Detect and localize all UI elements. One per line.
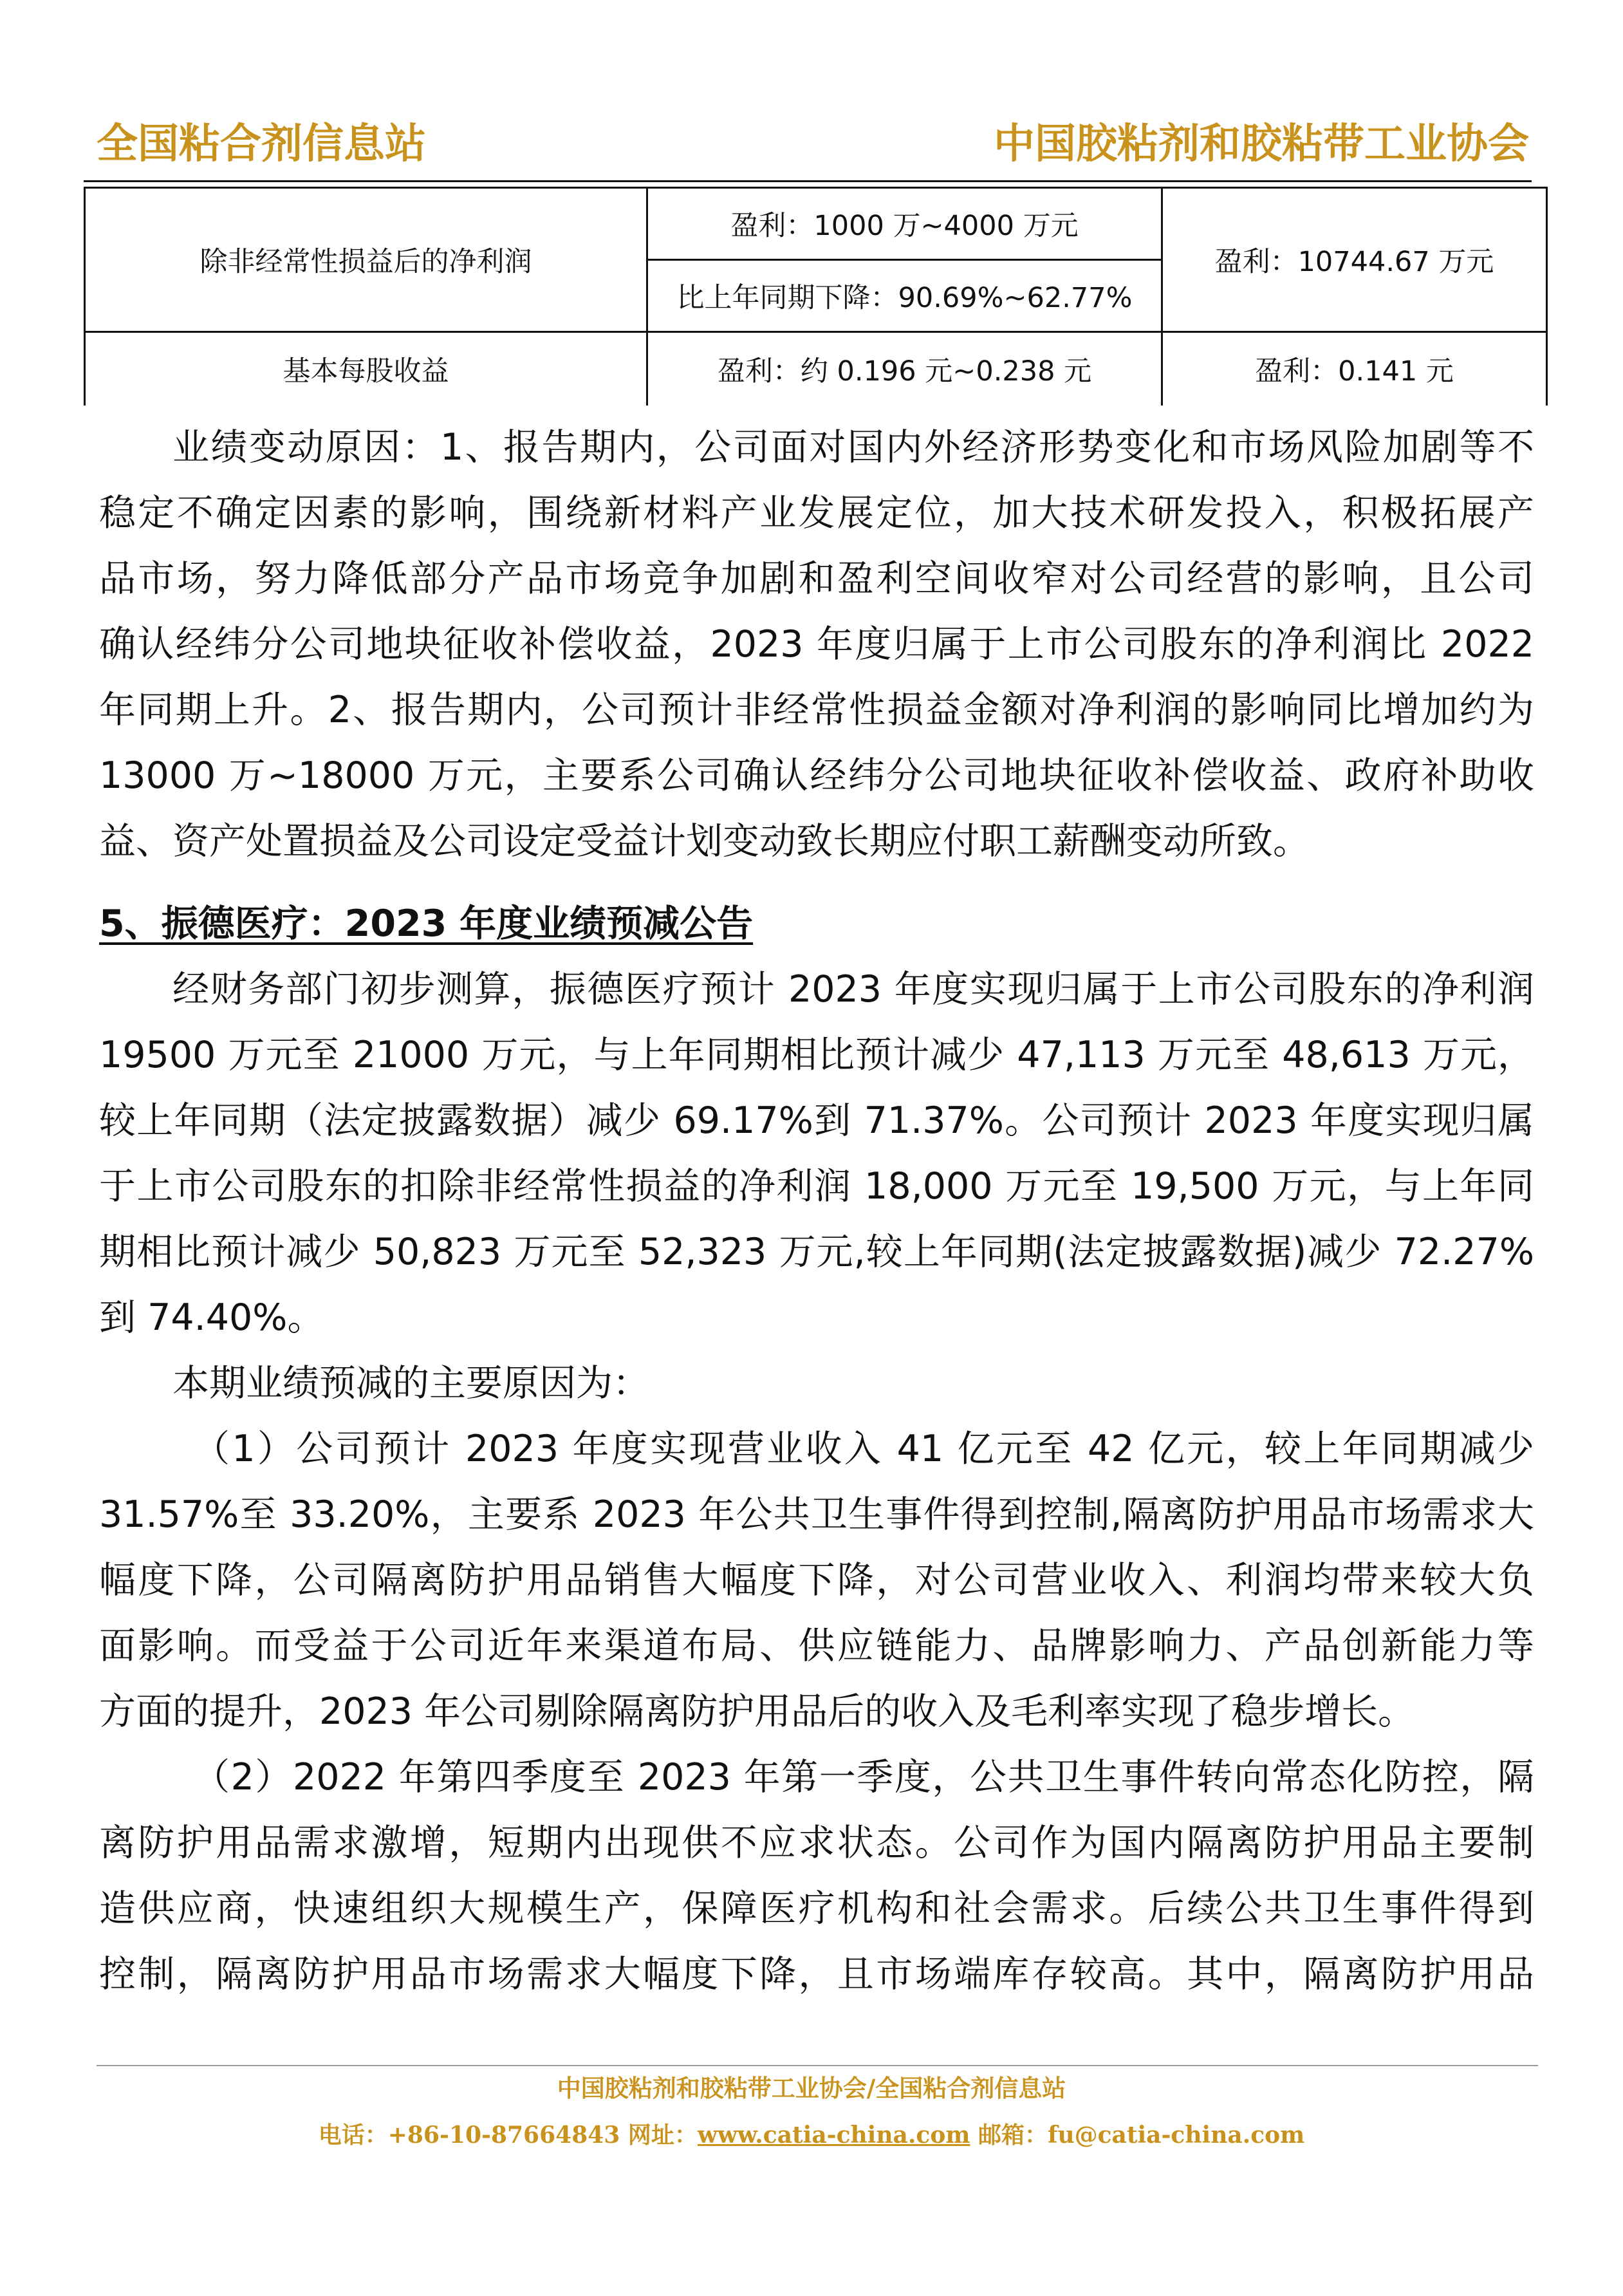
table-row [85, 331, 1547, 406]
text-line: 于上市公司股东的扣除非经常性损益的净利润 18,000 万元至 19,500 万元，与上年同 [99, 1165, 1534, 1208]
table-cell-forecast-change: 比上年同期下降：90.69%~62.77% [647, 259, 1162, 331]
text-line: 31.57%至 33.20%，主要系 2023 年公共卫生事件得到控制,隔离防护用品市场需求大 [99, 1493, 1534, 1536]
text-line: （1）公司预计 2023 年度实现营业收入 41 亿元至 42 亿元，较上年同期减少 [193, 1428, 1534, 1470]
footer-website-link[interactable]: www.catia-china.com [697, 2122, 970, 2149]
footer-org: 中国胶粘剂和胶粘带工业协会/全国粘合剂信息站 [557, 2074, 1066, 2102]
table-cell-forecast: 盈利：约 0.196 元~0.238 元 [647, 331, 1162, 406]
text-line: 益、资产处置损益及公司设定受益计划变动致长期应付职工薪酬变动所致。 [99, 820, 1310, 863]
header-right-title: 中国胶粘剂和胶粘带工业协会 [994, 120, 1529, 168]
text-line: 稳定不确定因素的影响，围绕新材料产业发展定位，加大技术研发投入，积极拓展产 [99, 492, 1534, 534]
text-line: 面影响。而受益于公司近年来渠道布局、供应链能力、品牌影响力、产品创新能力等 [99, 1625, 1534, 1667]
text-line: 幅度下降，公司隔离防护用品销售大幅度下降，对公司营业收入、利润均带来较大负 [99, 1559, 1534, 1601]
footer-email: 邮箱：fu@catia-china.com [970, 2122, 1305, 2149]
header-divider [84, 180, 1532, 182]
text-line: 业绩变动原因：1、报告期内，公司面对国内外经济形势变化和市场风险加剧等不 [172, 426, 1534, 469]
table-cell-label: 基本每股收益 [85, 331, 647, 406]
text-line: 本期业绩预减的主要原因为： [172, 1362, 649, 1405]
table-cell-forecast-profit: 盈利：1000 万~4000 万元 [647, 188, 1162, 260]
text-line: 确认经纬分公司地块征收补偿收益，2023 年度归属于上市公司股东的净利润比 2022 [99, 623, 1534, 666]
performance-table [84, 187, 1548, 406]
text-line: 期相比预计减少 50,823 万元至 52,323 万元,较上年同期(法定披露数据)减少 72.27% [99, 1231, 1534, 1273]
text-line: 19500 万元至 21000 万元，与上年同期相比预计减少 47,113 万元至 48,613 万元， [99, 1034, 1534, 1076]
section-title: 5、振德医疗：2023 年度业绩预减公告 [99, 902, 754, 945]
table-row [85, 188, 1547, 260]
section-4-reasons [99, 415, 1534, 874]
text-line: 年同期上升。2、报告期内，公司预计非经常性损益金额对净利润的影响同比增加约为 [99, 689, 1534, 731]
footer-contact [0, 2114, 1623, 2156]
text-line: 控制，隔离防护用品市场需求大幅度下降，且市场端库存较高。其中，隔离防护用品 [99, 1953, 1534, 1995]
table-cell-label: 除非经常性损益后的净利润 [85, 188, 647, 332]
text-line: 13000 万~18000 万元，主要系公司确认经纬分公司地块征收补偿收益、政府补助收 [99, 754, 1534, 797]
text-line: 经财务部门初步测算，振德医疗预计 2023 年度实现归属于上市公司股东的净利润 [172, 968, 1534, 1011]
text-line: 较上年同期（法定披露数据）减少 69.17%到 71.37%。公司预计 2023 年度实现归属 [99, 1099, 1534, 1142]
text-line: （2）2022 年第四季度至 2023 年第一季度，公共卫生事件转向常态化防控，隔 [193, 1756, 1534, 1798]
text-line: 到 74.40%。 [99, 1296, 324, 1339]
section-5-para-1 [99, 957, 1534, 2007]
table-cell-last-year: 盈利：10744.67 万元 [1162, 188, 1547, 332]
text-line: 造供应商，快速组织大规模生产，保障医疗机构和社会需求。后续公共卫生事件得到 [99, 1887, 1534, 1930]
text-line: 方面的提升，2023 年公司剔除隔离防护用品后的收入及毛利率实现了稳步增长。 [99, 1690, 1415, 1733]
text-line: 品市场，努力降低部分产品市场竞争加剧和盈利空间收窄对公司经营的影响，且公司 [99, 557, 1534, 600]
section-5 [99, 888, 1534, 959]
text-line: 离防护用品需求激增，短期内出现供不应求状态。公司作为国内隔离防护用品主要制 [99, 1822, 1534, 1864]
header-left-title: 全国粘合剂信息站 [97, 120, 426, 168]
footer-phone: 电话：+86-10-87664843 网址： [318, 2122, 698, 2149]
table-cell-last-year: 盈利：0.141 元 [1162, 331, 1547, 406]
footer-divider [97, 2065, 1538, 2066]
